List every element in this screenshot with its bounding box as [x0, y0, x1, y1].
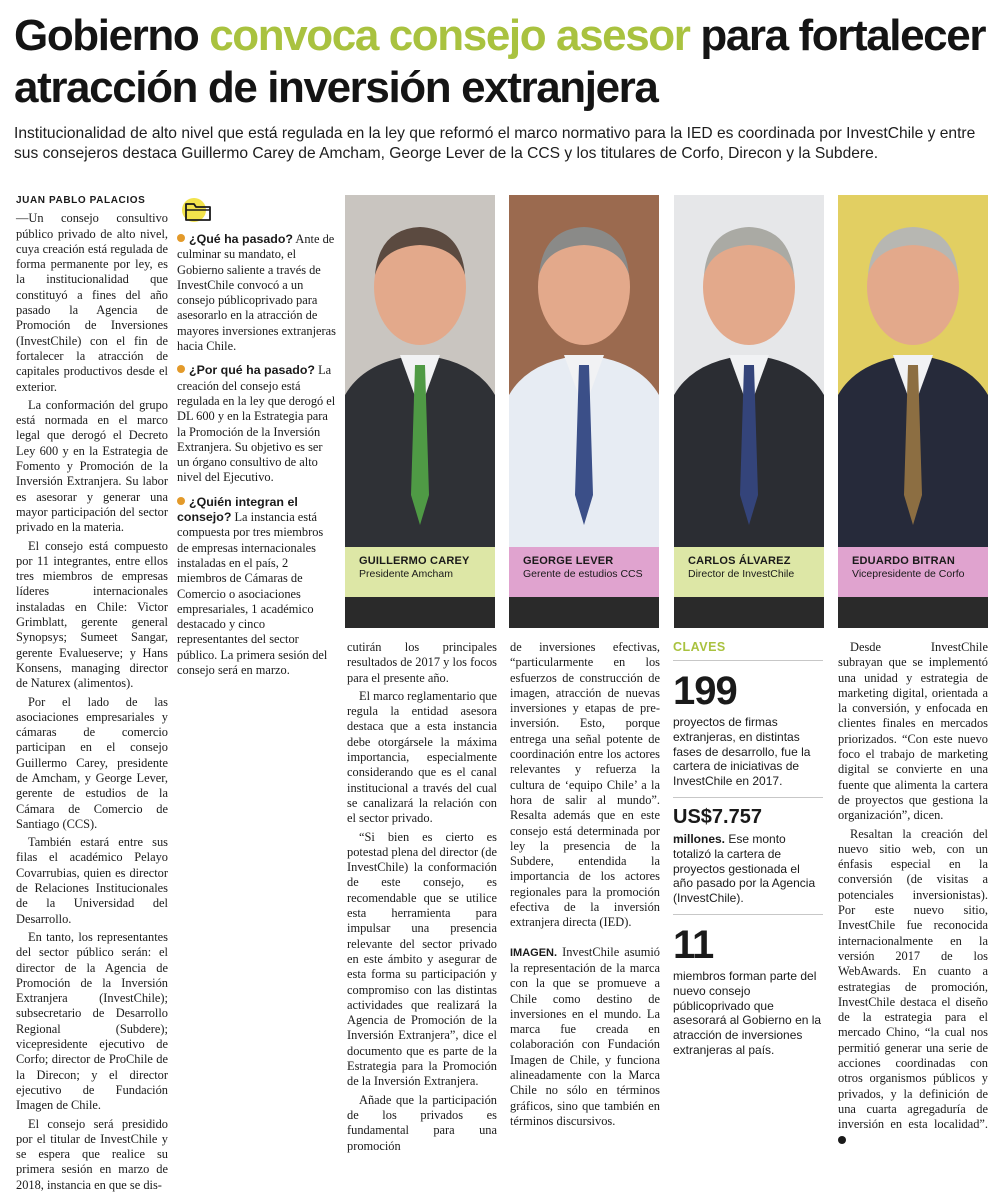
caption-role: Director de InvestChile: [688, 568, 795, 580]
portrait-photo: [345, 195, 495, 628]
paragraph: El consejo será presidido por el titular de InvestChile y se espera que realice su primera sesión en marzo de 2018, instancia en que se dis-: [16, 1116, 168, 1192]
qa-question: ¿Qué ha pasado?: [189, 232, 293, 246]
bullet-icon: [177, 234, 185, 242]
qa-box: [177, 232, 336, 687]
qa-answer: La instancia está compuesta por tres miembros de empresas internacionales instaladas en el país, 2 miembros de Cámaras de Comercio o asociaciones empresariales, 1 académico destacado y cinco representantes del sector público. La primera sesión del consejo será en marzo.: [177, 510, 328, 678]
photo-bottom: [674, 597, 824, 628]
claves-text: miembros forman parte del nuevo consejo públicoprivado que asesorará al Gobierno en la atracción de inversiones extranjeras al país.: [673, 968, 822, 1057]
qa-question: ¿Por qué ha pasado?: [189, 363, 315, 378]
paragraph: Por el lado de las asociaciones empresariales y cámaras de comercio participan en el consejo Guillermo Carey, presidente de Amcham, y George Lever, gerente de estudios de la Cámara de Comercio de Santiago (CCS).: [16, 694, 168, 831]
paragraph: Desde InvestChile subrayan que se implementó una unidad y estrategia de marketing digital, orientada a la conversión, y enfocada en clientes finales en mercados priorizados. “Con este nuevo foco el trabajo de marketing digital se convierte en una fuente que alimenta la cartera de proyectos que gestiona la organización”, dicen.: [838, 640, 988, 823]
claves-item: [673, 922, 823, 1058]
claves-text-body: Ese monto totalizó la cartera de proyectos gestionada el año pasado por la Agencia (InvestChile).: [673, 831, 816, 906]
end-mark-icon: [838, 1136, 846, 1144]
claves-value: US$7.757: [673, 805, 762, 828]
imagen-label: IMAGEN.: [510, 946, 558, 959]
bullet-icon: [177, 365, 185, 373]
caption-name: GUILLERMO CAREY: [359, 555, 470, 567]
claves-item: [673, 671, 823, 798]
photo-caption: [509, 547, 659, 597]
folder-icon: [180, 196, 216, 224]
claves-value: 11: [673, 922, 714, 967]
paragraph: [838, 827, 988, 1148]
photo-caption: [345, 547, 495, 597]
claves-item: [673, 806, 823, 915]
portrait-photo: [838, 195, 988, 628]
portrait-photo: [674, 195, 824, 628]
caption-name: CARLOS ÁLVAREZ: [688, 555, 791, 567]
claves-text: proyectos de firmas extranjeras, en distintas fases de desarrollo, fue la cartera de iniciativas de InvestChile en 2017.: [673, 715, 811, 789]
caption-role: Presidente Amcham: [359, 568, 453, 580]
paragraph: de inversiones efectivas, “particularmente en los esfuerzos de construcción de imagen, atracción de nuevas inversiones y etapas de pre-inversión. Esto, porque entrega una señal potente de coordinación entre los actores relevantes y refuerza la cultura de ‘equipo Chile’ a la hora de salir al mundo”. Resalta además que en este consejo está determinada por ley la presencia de la Subdere, entendida la importancia de los actores regionales para la promoción efectiva de la inversión extranjera directa (IED).: [510, 640, 660, 930]
qa-answer: La creación del consejo está regulada en la ley que derogó el DL 600 y en la Estrategia para la Promoción de la Inversión Extranjera. Su objetivo es ser un órgano consultivo de alto nivel del Ejecutivo.: [177, 363, 336, 485]
qa-item: [177, 495, 336, 679]
article-column-4: [838, 640, 988, 1151]
claves-bold: millones.: [673, 831, 726, 846]
caption-role: Gerente de estudios CCS: [523, 568, 643, 580]
caption-name: EDUARDO BITRAN: [852, 555, 956, 567]
paragraph-text: Resaltan la creación del nuevo sitio web, con un énfasis especial en la conversión (de visitas a potenciales inversionistas). Por este nuevo sitio, InvestChile fue reconocida internacionalmente en la versión 2017 de los WebAwards. En cuanto a estrategias de promoción, InvestChile destaca el diseño de la estrategia para el mercado Chino, “la cual nos permitió generar una serie de acciones coordinadas con otros organismos públicos y privados, y la definición de una cuarta agregaduría de inversión en esta localidad”.: [838, 826, 988, 1132]
bullet-icon: [177, 497, 185, 505]
paragraph: El marco reglamentario que regula la entidad asesora destaca que a esta instancia debe otorgársele la máxima importancia, especialmente considerando que es el canal institucional a través del cual se canalizará la relación con el sector privado.: [347, 688, 497, 826]
claves-title: CLAVES: [673, 640, 823, 661]
qa-item: [177, 363, 336, 485]
paragraph: En tanto, los representantes del sector público serán: el director de la Agencia de Promoción de la Inversión Extranjera (InvestChile); subsecretario de Desarrollo Regional (Subdere); vicepresidente ejecutivo de Corfo; director de ProChile de la Direcon; y el director ejecutivo de Fundación Imagen de Chile.: [16, 929, 168, 1113]
imagen-text: InvestChile asumió la representación de la marca con la que se promueve a Chile como destino de inversiones en el mundo. La marca fue creada en colaboración con Fundación Imagen de Chile, y funciona alineadamente con la Marca Chile no sólo en términos gráficos, sino que también en términos discursivos.: [510, 944, 660, 1128]
photo-caption: [674, 547, 824, 597]
photo-bottom: [509, 597, 659, 628]
headline: [14, 10, 989, 114]
photo-bottom: [345, 597, 495, 628]
headline-highlight: convoca consejo asesor: [209, 11, 690, 60]
paragraph: cutirán los principales resultados de 2017 y los focos para el presente año.: [347, 640, 497, 685]
byline: JUAN PABLO PALACIOS: [16, 195, 146, 206]
caption-role: Vicepresidente de Corfo: [852, 568, 965, 580]
paragraph: La conformación del grupo está normada en el marco legal que derogó el Decreto Ley 600 y en la Estrategia de Fomento y Promoción de la Inversión Extranjera. Su labor es asesorar y generar una mayor participación del sector privado en la materia.: [16, 397, 168, 535]
article-column-1: [16, 193, 168, 1196]
paragraph: El consejo está compuesto por 11 integrantes, entre ellos tres miembros de empresas líderes internacionales instaladas en Chile: Victor Grimblatt, gerente general Synopsys; Sumeet Sangar, gerente Evalueserve; y Hans Konsens, managing director de Naturex (alimentos).: [16, 538, 168, 691]
claves-text: [673, 832, 823, 906]
headline-part2: para fortalecer atracción de inversión extranjera: [14, 11, 986, 112]
photo-caption: [838, 547, 988, 597]
claves-value: 199: [673, 669, 737, 713]
paragraph: “Si bien es cierto es potestad plena del director (de InvestChile) la conformación de este consejo, es recomendable que se utilice esta herramienta para impulsar una presencia relevante del sector privado en este ámbito y asegurar de esta forma su participación y compromiso con las distintas actividades que realizará la Agencia de Promoción de la Inversión Extranjera”, dice el documento que es parte de la Estrategia para la Promoción de la Inversión Extranjera.: [347, 829, 498, 1089]
qa-item: [177, 232, 336, 354]
qa-answer: Ante de culminar su mandato, el Gobierno saliente a través de InvestChile convocó a un consejo públicoprivado para asesorarlo en la atracción de mayores inversiones extranjeras hacia Chile.: [177, 232, 336, 354]
qa-question: ¿Quién integran el consejo?: [177, 494, 298, 525]
photo-bottom: [838, 597, 988, 628]
paragraph: —Un consejo consultivo público privado de alto nivel, cuya creación está regulada de forma permanente por ley, es la institucionalidad que constituyó a fines del año pasado la Agencia de Promoción de Inversiones (InvestChile) con el fin de fortalecer la atracción de capitales productivos desde el exterior.: [16, 211, 168, 394]
imagen-paragraph: [510, 945, 660, 1130]
article-column-3: [510, 640, 660, 1132]
article-column-2: [347, 640, 497, 1157]
paragraph: También estará entre sus filas el académico Pelayo Covarrubias, quien es director de Relaciones Institucionales de la Universidad del Desarrollo.: [16, 835, 168, 926]
claves-box: [673, 640, 823, 1058]
headline-part1: Gobierno: [14, 11, 210, 60]
paragraph: Añade que la participación de los privados es fundamental para una promoción: [347, 1092, 497, 1153]
caption-name: GEORGE LEVER: [523, 555, 614, 567]
portrait-photo: [509, 195, 659, 628]
deck: Institucionalidad de alto nivel que está regulada en la ley que reformó el marco normativo para la IED es coordinada por InvestChile y entre sus consejeros destaca Guillermo Carey de Amcham, George Lever de la CCS y los titulares de Corfo, Direcon y la Subdere.: [14, 125, 976, 162]
